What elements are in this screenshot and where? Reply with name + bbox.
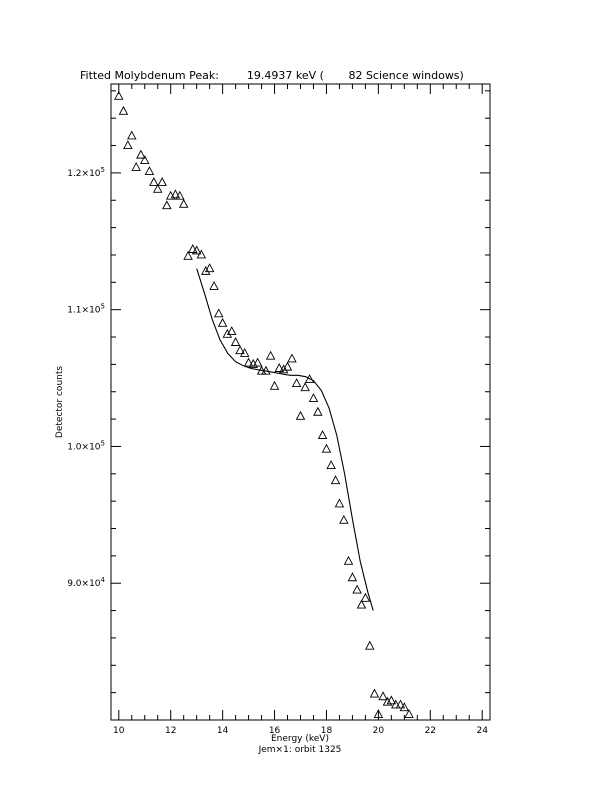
data-point-triangle bbox=[327, 461, 335, 469]
data-point-triangle bbox=[293, 379, 301, 387]
data-point-triangle bbox=[353, 586, 361, 594]
data-point-triangle bbox=[219, 319, 227, 327]
data-point-triangle bbox=[288, 354, 296, 362]
data-point-triangle bbox=[358, 601, 366, 609]
x-tick-label: 16 bbox=[268, 726, 281, 736]
x-tick-label: 20 bbox=[372, 726, 385, 736]
data-point-triangle bbox=[180, 200, 188, 208]
data-point-triangle bbox=[215, 309, 223, 317]
data-point-triangle bbox=[348, 573, 356, 581]
data-point-triangle bbox=[119, 107, 127, 115]
data-point-triangle bbox=[322, 445, 330, 453]
data-point-triangle bbox=[332, 476, 340, 484]
y-tick-label: $1.2\times 10^5$ bbox=[67, 165, 105, 179]
data-point-triangle bbox=[184, 252, 192, 260]
data-point-triangle bbox=[314, 408, 322, 416]
data-point-triangle bbox=[132, 163, 140, 171]
data-point-triangle bbox=[319, 431, 327, 439]
data-point-triangle bbox=[267, 352, 275, 360]
plot-frame bbox=[111, 84, 490, 720]
data-point-triangle bbox=[206, 264, 214, 272]
data-point-triangle bbox=[366, 642, 374, 650]
data-point-triangle bbox=[154, 185, 162, 193]
x-tick-label: 10 bbox=[113, 726, 125, 736]
data-point-triangle bbox=[145, 167, 153, 175]
x-tick-label: 24 bbox=[476, 726, 488, 736]
data-point-triangle bbox=[370, 690, 378, 698]
data-point-triangle bbox=[340, 516, 348, 524]
data-point-triangle bbox=[309, 394, 317, 402]
data-point-triangle bbox=[284, 363, 292, 371]
y-tick-label: $9.0\times 10^4$ bbox=[67, 576, 105, 590]
data-point-triangle bbox=[128, 131, 136, 139]
data-point-triangle bbox=[137, 151, 145, 159]
axis-ticks bbox=[111, 84, 490, 720]
data-point-triangle bbox=[232, 338, 240, 346]
data-point-triangle bbox=[124, 141, 132, 149]
y-tick-label: $1.0\times 10^5$ bbox=[67, 439, 105, 453]
data-point-triangle bbox=[335, 499, 343, 507]
data-point-triangle bbox=[297, 412, 305, 420]
y-axis-label: Detector counts bbox=[55, 365, 65, 439]
x-tick-label: 12 bbox=[164, 726, 177, 736]
data-point-triangle bbox=[345, 557, 353, 565]
x-tick-label: 14 bbox=[216, 726, 229, 736]
data-point-triangle bbox=[210, 282, 218, 290]
y-tick-label: $1.1\times 10^5$ bbox=[67, 302, 105, 316]
data-point-triangle bbox=[379, 692, 387, 700]
data-point-triangle bbox=[405, 710, 413, 718]
chart-subtitle: Jem×1: orbit 1325 bbox=[258, 745, 342, 755]
data-points bbox=[115, 92, 413, 718]
y-tick-labels bbox=[67, 166, 105, 589]
x-tick-label: 18 bbox=[320, 726, 333, 736]
chart-title: Fitted Molybdenum Peak: 19.4937 keV ( 82 Science windows) bbox=[80, 69, 464, 82]
data-point-triangle bbox=[163, 201, 171, 209]
data-point-triangle bbox=[158, 178, 166, 186]
data-point-triangle bbox=[271, 382, 279, 390]
data-point-triangle bbox=[301, 383, 309, 391]
data-point-triangle bbox=[150, 178, 158, 186]
data-point-triangle bbox=[245, 359, 253, 367]
x-axis-label: Energy (keV) bbox=[271, 734, 329, 744]
x-tick-label: 22 bbox=[424, 726, 437, 736]
